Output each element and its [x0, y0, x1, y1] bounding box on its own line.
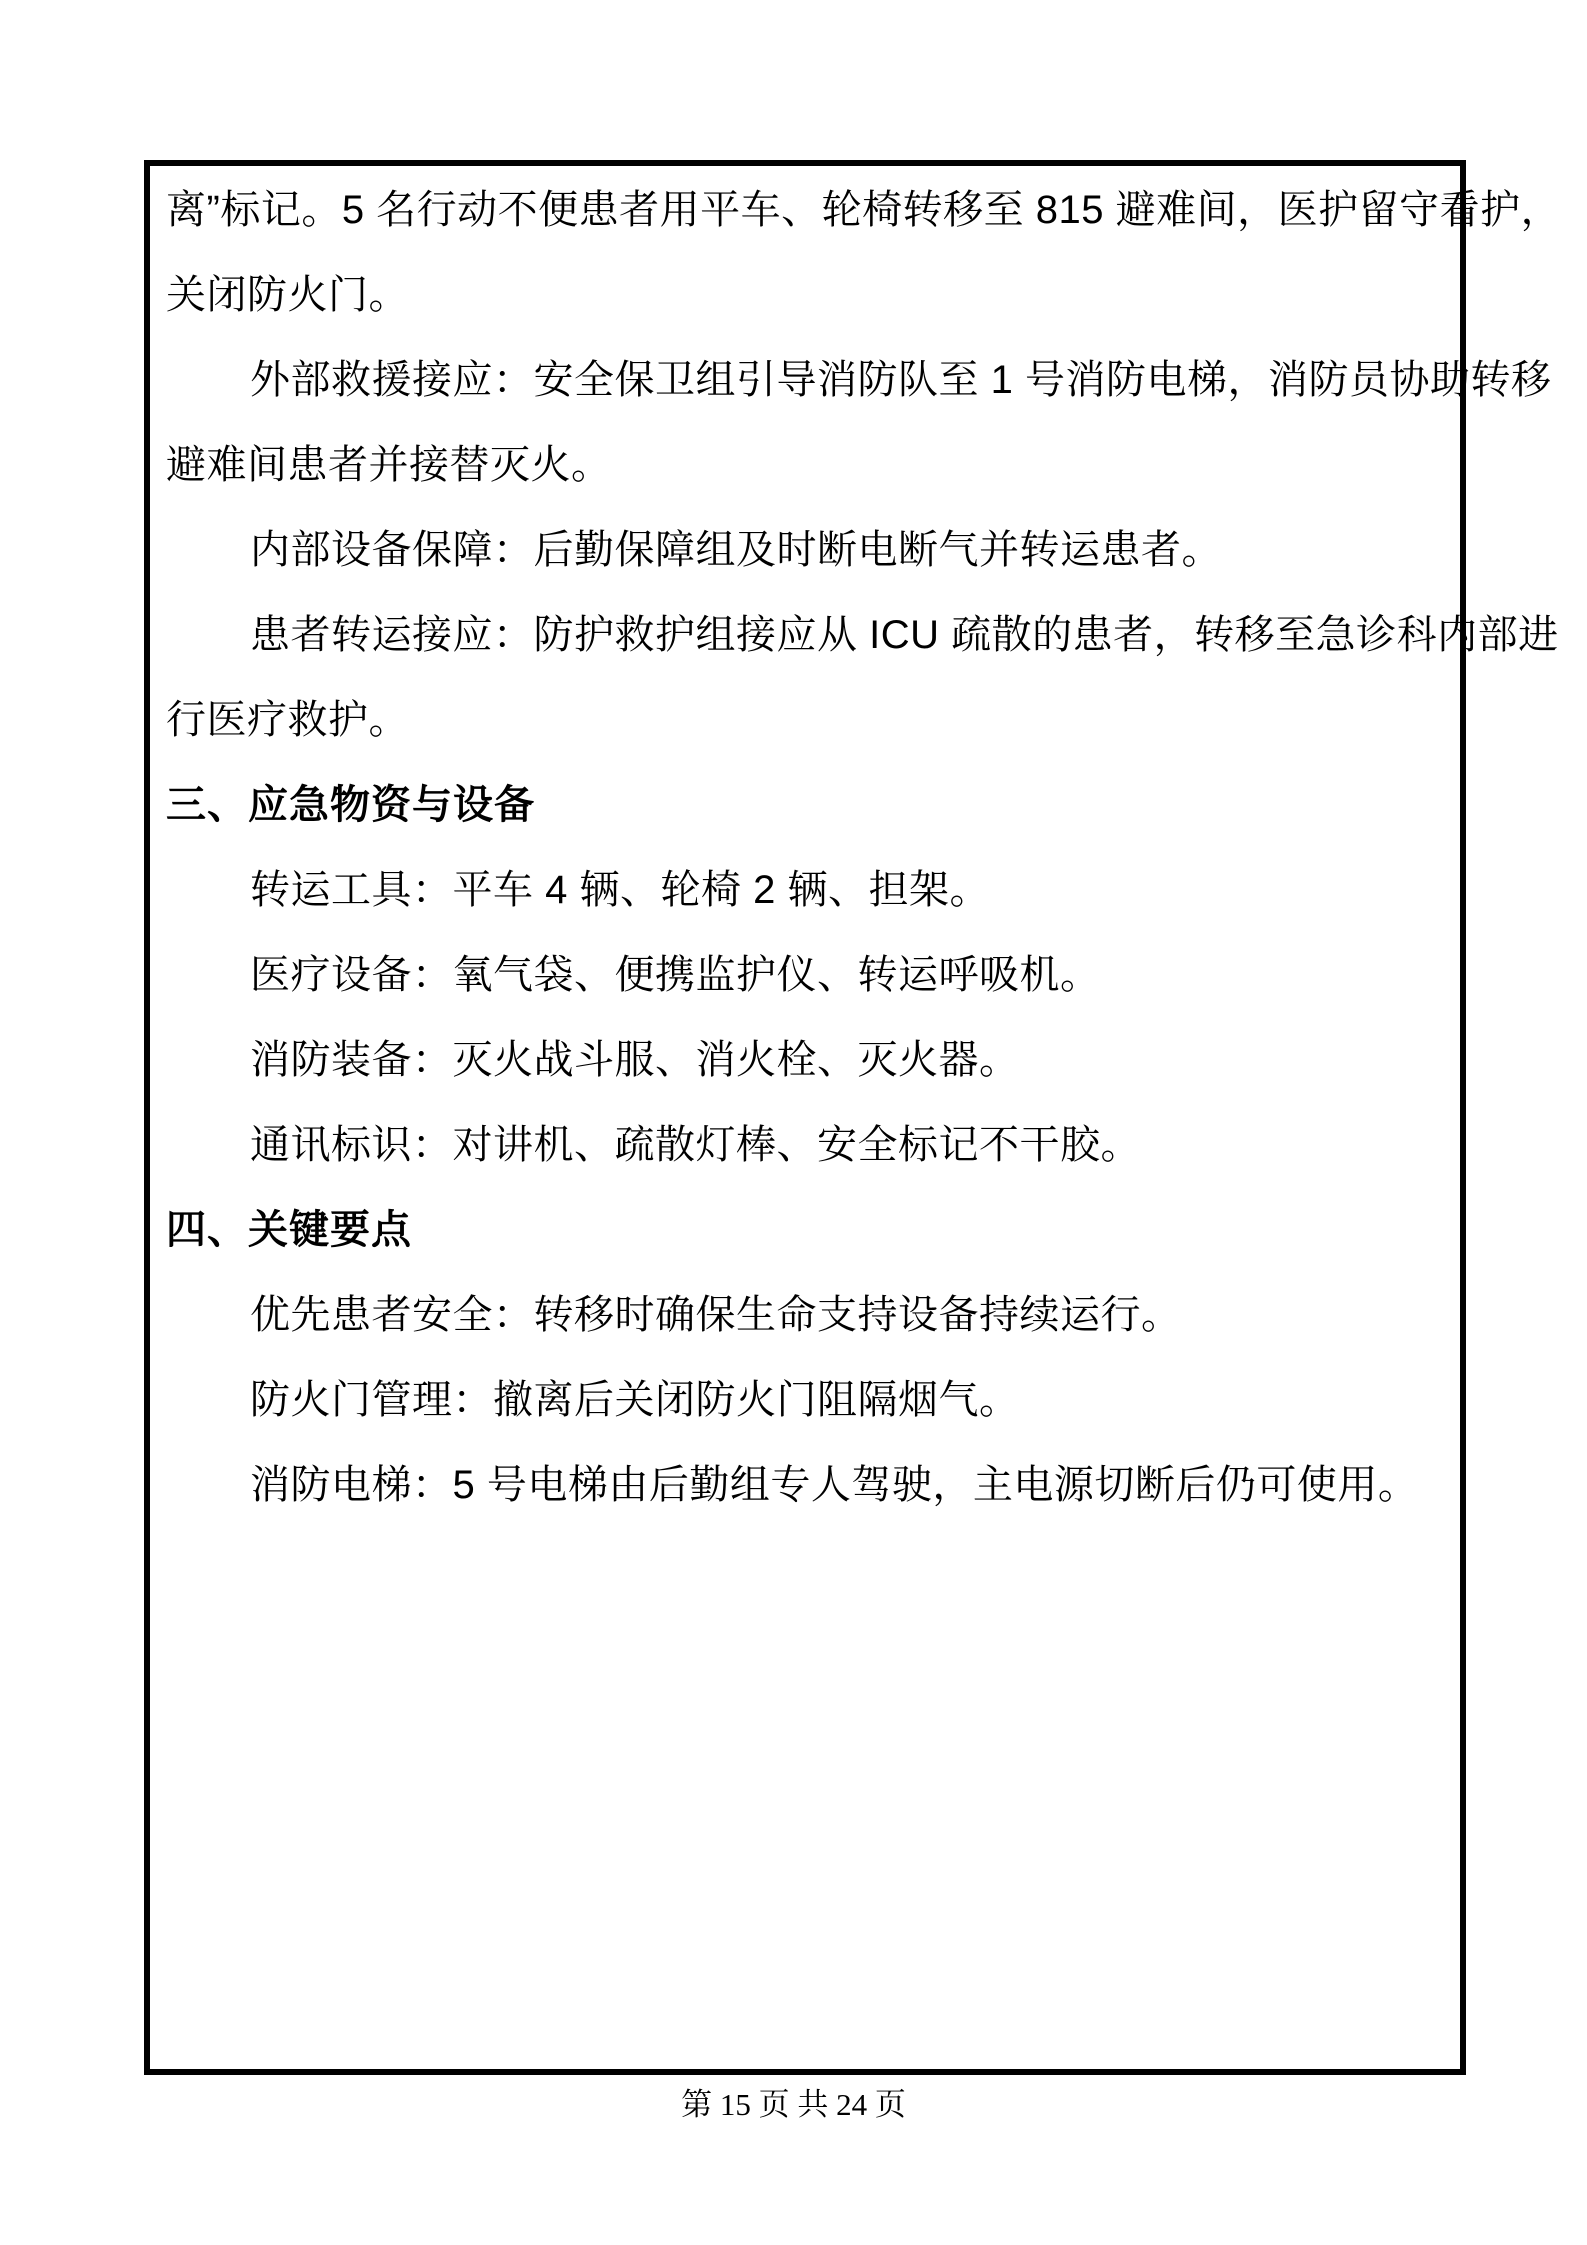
body-line: 内部设备保障：后勤保障组及时断电断气并转运患者。	[250, 528, 1222, 572]
page-footer	[0, 2085, 1587, 2125]
body-line: 行医疗救护。	[166, 698, 409, 742]
document-body-text	[166, 168, 1562, 1528]
body-line: 消防装备：灭火战斗服、消火栓、灭火器。	[250, 1038, 1020, 1082]
body-line: 防火门管理：撤离后关闭防火门阻隔烟气。	[250, 1378, 1020, 1422]
body-line: 患者转运接应：防护救护组接应从 ICU 疏散的患者，转移至急诊科内部进	[250, 613, 1559, 657]
body-line: 医疗设备：氧气袋、便携监护仪、转运呼吸机。	[250, 953, 1101, 997]
body-line: 外部救援接应：安全保卫组引导消防队至 1 号消防电梯，消防员协助转移	[250, 358, 1552, 402]
body-line: 通讯标识：对讲机、疏散灯棒、安全标记不干胶。	[250, 1123, 1141, 1167]
section-heading: 三、应急物资与设备	[166, 783, 535, 827]
body-line: 关闭防火门。	[166, 273, 409, 317]
body-line: 优先患者安全：转移时确保生命支持设备持续运行。	[250, 1293, 1182, 1337]
body-line: 避难间患者并接替灭火。	[166, 443, 612, 487]
content-border-box	[144, 160, 1562, 2075]
page-number: 第 15 页 共 24 页	[681, 2087, 906, 2122]
section-heading: 四、关键要点	[166, 1208, 412, 1252]
body-line: 转运工具：平车 4 辆、轮椅 2 辆、担架。	[250, 868, 990, 912]
body-line: 离”标记。5 名行动不便患者用平车、轮椅转移至 815 避难间，医护留守看护，	[166, 188, 1562, 232]
body-line: 消防电梯：5 号电梯由后勤组专人驾驶，主电源切断后仍可使用。	[250, 1463, 1419, 1507]
